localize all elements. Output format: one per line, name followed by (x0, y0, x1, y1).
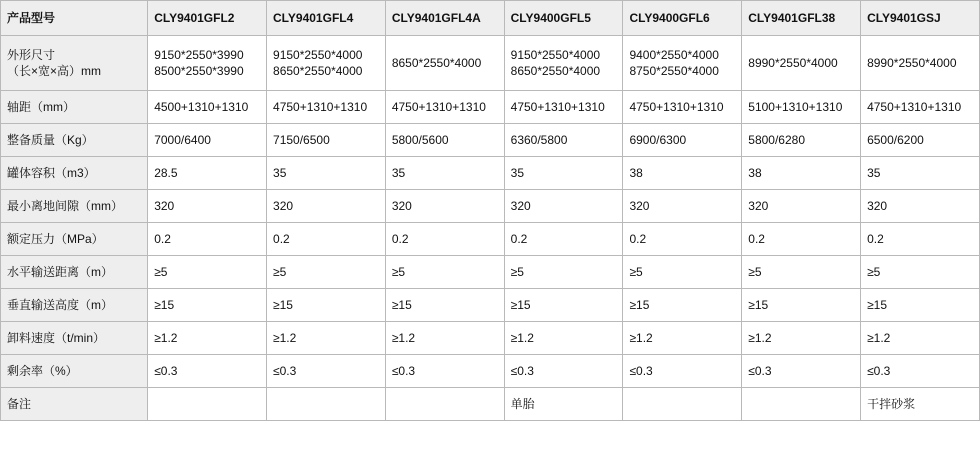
cell-discharge-speed-0: ≥1.2 (148, 322, 267, 355)
row-label-wheelbase: 轴距（mm） (1, 91, 148, 124)
cell-discharge-speed-6: ≥1.2 (861, 322, 980, 355)
cell-dimensions-4-line2: 8750*2550*4000 (629, 64, 719, 78)
table-row-wheelbase (1, 91, 980, 124)
cell-residual-rate-3: ≤0.3 (504, 355, 623, 388)
row-label-rated-pressure: 额定压力（MPa） (1, 223, 148, 256)
cell-horizontal-distance-5: ≥5 (742, 256, 861, 289)
cell-horizontal-distance-3: ≥5 (504, 256, 623, 289)
cell-tank-volume-3: 35 (504, 157, 623, 190)
header-model-3: CLY9400GFL5 (504, 1, 623, 36)
row-label-vertical-height: 垂直输送高度（m） (1, 289, 148, 322)
cell-horizontal-distance-0: ≥5 (148, 256, 267, 289)
cell-curb-weight-3: 6360/5800 (504, 124, 623, 157)
table-row-dimensions (1, 36, 980, 91)
cell-vertical-height-4: ≥15 (623, 289, 742, 322)
cell-wheelbase-6: 4750+1310+1310 (861, 91, 980, 124)
cell-vertical-height-2: ≥15 (385, 289, 504, 322)
cell-dimensions-2-line1: 8650*2550*4000 (391, 55, 482, 70)
cell-ground-clearance-1: 320 (267, 190, 386, 223)
cell-curb-weight-0: 7000/6400 (148, 124, 267, 157)
cell-rated-pressure-2: 0.2 (385, 223, 504, 256)
cell-dimensions-2 (385, 36, 504, 91)
header-model-6: CLY9401GSJ (861, 1, 980, 36)
cell-rated-pressure-3: 0.2 (504, 223, 623, 256)
cell-rated-pressure-1: 0.2 (267, 223, 386, 256)
cell-ground-clearance-5: 320 (742, 190, 861, 223)
cell-ground-clearance-6: 320 (861, 190, 980, 223)
table-row-horizontal-distance (1, 256, 980, 289)
cell-discharge-speed-1: ≥1.2 (267, 322, 386, 355)
cell-vertical-height-1: ≥15 (267, 289, 386, 322)
cell-tank-volume-6: 35 (861, 157, 980, 190)
cell-dimensions-4-line1: 9400*2550*4000 (629, 47, 719, 62)
cell-horizontal-distance-4: ≥5 (623, 256, 742, 289)
row-label-dimensions (1, 36, 148, 91)
cell-tank-volume-2: 35 (385, 157, 504, 190)
cell-tank-volume-5: 38 (742, 157, 861, 190)
header-label-cell: 产品型号 (1, 1, 148, 36)
cell-wheelbase-4: 4750+1310+1310 (623, 91, 742, 124)
cell-remarks-3: 单胎 (504, 388, 623, 421)
cell-remarks-1 (267, 388, 386, 421)
cell-curb-weight-1: 7150/6500 (267, 124, 386, 157)
row-label-remarks: 备注 (1, 388, 148, 421)
cell-vertical-height-3: ≥15 (504, 289, 623, 322)
cell-dimensions-1 (267, 36, 386, 91)
header-model-0: CLY9401GFL2 (148, 1, 267, 36)
row-label-dimensions-line2: （长×宽×高）mm (7, 64, 102, 78)
table-row-vertical-height (1, 289, 980, 322)
cell-curb-weight-2: 5800/5600 (385, 124, 504, 157)
cell-residual-rate-6: ≤0.3 (861, 355, 980, 388)
cell-residual-rate-4: ≤0.3 (623, 355, 742, 388)
table-row-discharge-speed (1, 322, 980, 355)
cell-remarks-2 (385, 388, 504, 421)
cell-dimensions-1-line2: 8650*2550*4000 (273, 64, 363, 78)
cell-curb-weight-4: 6900/6300 (623, 124, 742, 157)
cell-remarks-6: 干拌砂浆 (861, 388, 980, 421)
cell-dimensions-3-line2: 8650*2550*4000 (510, 64, 601, 78)
header-model-2: CLY9401GFL4A (385, 1, 504, 36)
cell-vertical-height-6: ≥15 (861, 289, 980, 322)
cell-dimensions-5 (742, 36, 861, 91)
cell-discharge-speed-2: ≥1.2 (385, 322, 504, 355)
cell-dimensions-6-line1: 8990*2550*4000 (867, 55, 957, 70)
cell-horizontal-distance-2: ≥5 (385, 256, 504, 289)
cell-ground-clearance-3: 320 (504, 190, 623, 223)
table-row-rated-pressure (1, 223, 980, 256)
table-row-remarks (1, 388, 980, 421)
row-label-dimensions-line1: 外形尺寸 (7, 47, 56, 62)
cell-rated-pressure-4: 0.2 (623, 223, 742, 256)
cell-residual-rate-1: ≤0.3 (267, 355, 386, 388)
cell-residual-rate-2: ≤0.3 (385, 355, 504, 388)
row-label-tank-volume: 罐体容积（m3） (1, 157, 148, 190)
cell-wheelbase-2: 4750+1310+1310 (385, 91, 504, 124)
header-model-5: CLY9401GFL38 (742, 1, 861, 36)
cell-dimensions-4 (623, 36, 742, 91)
cell-dimensions-3-line1: 9150*2550*4000 (510, 47, 601, 62)
cell-wheelbase-0: 4500+1310+1310 (148, 91, 267, 124)
cell-horizontal-distance-6: ≥5 (861, 256, 980, 289)
cell-curb-weight-6: 6500/6200 (861, 124, 980, 157)
table-row-tank-volume (1, 157, 980, 190)
cell-ground-clearance-2: 320 (385, 190, 504, 223)
table-row-residual-rate (1, 355, 980, 388)
table-row-ground-clearance (1, 190, 980, 223)
header-model-4: CLY9400GFL6 (623, 1, 742, 36)
cell-ground-clearance-4: 320 (623, 190, 742, 223)
table-header-row (1, 1, 980, 36)
cell-dimensions-0-line2: 8500*2550*3990 (154, 64, 244, 78)
table-row-curb-weight (1, 124, 980, 157)
cell-dimensions-3 (504, 36, 623, 91)
cell-dimensions-6 (861, 36, 980, 91)
cell-residual-rate-0: ≤0.3 (148, 355, 267, 388)
row-label-residual-rate: 剩余率（%） (1, 355, 148, 388)
cell-wheelbase-3: 4750+1310+1310 (504, 91, 623, 124)
cell-residual-rate-5: ≤0.3 (742, 355, 861, 388)
row-label-ground-clearance: 最小离地间隙（mm） (1, 190, 148, 223)
cell-rated-pressure-5: 0.2 (742, 223, 861, 256)
cell-tank-volume-0: 28.5 (148, 157, 267, 190)
cell-horizontal-distance-1: ≥5 (267, 256, 386, 289)
cell-remarks-4 (623, 388, 742, 421)
cell-remarks-5 (742, 388, 861, 421)
cell-tank-volume-1: 35 (267, 157, 386, 190)
cell-dimensions-1-line1: 9150*2550*4000 (273, 47, 363, 62)
cell-wheelbase-5: 5100+1310+1310 (742, 91, 861, 124)
cell-wheelbase-1: 4750+1310+1310 (267, 91, 386, 124)
cell-dimensions-5-line1: 8990*2550*4000 (748, 55, 838, 70)
cell-dimensions-0 (148, 36, 267, 91)
cell-discharge-speed-4: ≥1.2 (623, 322, 742, 355)
row-label-discharge-speed: 卸料速度（t/min） (1, 322, 148, 355)
cell-dimensions-0-line1: 9150*2550*3990 (154, 47, 244, 62)
cell-discharge-speed-5: ≥1.2 (742, 322, 861, 355)
header-model-1: CLY9401GFL4 (267, 1, 386, 36)
row-label-horizontal-distance: 水平输送距离（m） (1, 256, 148, 289)
cell-ground-clearance-0: 320 (148, 190, 267, 223)
cell-vertical-height-0: ≥15 (148, 289, 267, 322)
cell-remarks-0 (148, 388, 267, 421)
cell-vertical-height-5: ≥15 (742, 289, 861, 322)
row-label-curb-weight: 整备质量（Kg） (1, 124, 148, 157)
cell-rated-pressure-6: 0.2 (861, 223, 980, 256)
cell-tank-volume-4: 38 (623, 157, 742, 190)
cell-discharge-speed-3: ≥1.2 (504, 322, 623, 355)
cell-curb-weight-5: 5800/6280 (742, 124, 861, 157)
cell-rated-pressure-0: 0.2 (148, 223, 267, 256)
